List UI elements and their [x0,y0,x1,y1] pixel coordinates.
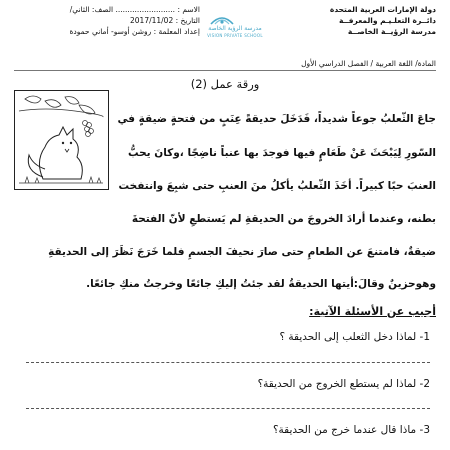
fox-illustration-icon [15,91,108,189]
story-line: جاعَ الثّعلبُ جوعاً شديداً، فَدَخَلَ حديقةً عِنَبٍ من فتحةٍ ضيقةٍ في [117,113,436,125]
school-header [296,4,436,37]
story-line: بطنه، وعندما أرادَ الخروجَ من الحديقةِ لم يَستطعِ لأنّ الفتحةَ [131,213,436,225]
answer-line-1[interactable] [26,362,430,363]
country-name: دولة الإمارات العربية المتحدة [329,5,436,14]
student-info [30,4,200,37]
logo-arabic-text: مدرسة الرؤية الخاصة [208,25,262,32]
story-line: السّورِ لِيَبْحَثَ عَنْ طَعَامٍ فيها فوجدَ بها عنباً ناضِجًا ،وكانَ يحبُّ [127,147,436,159]
school-logo [205,14,265,40]
story-line: ضيقةٌ، فامتنعَ عن الطعامِ حتى صارَ نحيفَ الجسمِ فلما خَرَجَ نَظَرَ إلى الحديقةِ [48,246,436,258]
answer-line-2[interactable] [26,408,430,409]
worksheet-title: ورقة عمل (2) [190,77,260,91]
questions-heading: أجيب عن الأسئلة الآتية: [309,305,436,318]
fox-grapes-illustration [14,90,109,190]
header-divider [14,70,436,71]
name-grade-line: الاسم : ......................... الصف: الثاني/ [69,5,200,14]
story-line: العنبَ حبًا كبيراً. أخَذَ الثّعلبُ يأكلُ منَ العنبِ حتى شبِعَ وانتفخت [118,180,436,192]
question-1: 1- لماذا دخل الثعلب إلى الحديقة ؟ [279,331,430,343]
school-name: مدرسة الرؤيــة الخاصــة [347,27,436,36]
story-line: وهوحزينٌ وقالَ:أيتها الحديقةُ لقد جئتُ إليكِ جائعًا وخرجتُ منكِ جائعًا. [86,278,436,290]
logo-english-text: VISION PRIVATE SCHOOL [207,33,263,38]
date-line: التاريخ : 2017/11/02 [130,16,200,25]
department-name: دائــرة التعلـيـم والمعرفــة [338,16,436,25]
question-3: 3- ماذا قال عندما خرج من الحديقة؟ [272,424,430,436]
teachers-line: إعداد المعلمة : روشن أوسو- أماني حمودة [69,27,200,36]
subject-semester: المادة/ اللغة العربية / الفصل الدراسي الأول [301,59,436,68]
question-2: 2- لماذا لم يستطع الخروج من الحديقة؟ [257,378,430,390]
